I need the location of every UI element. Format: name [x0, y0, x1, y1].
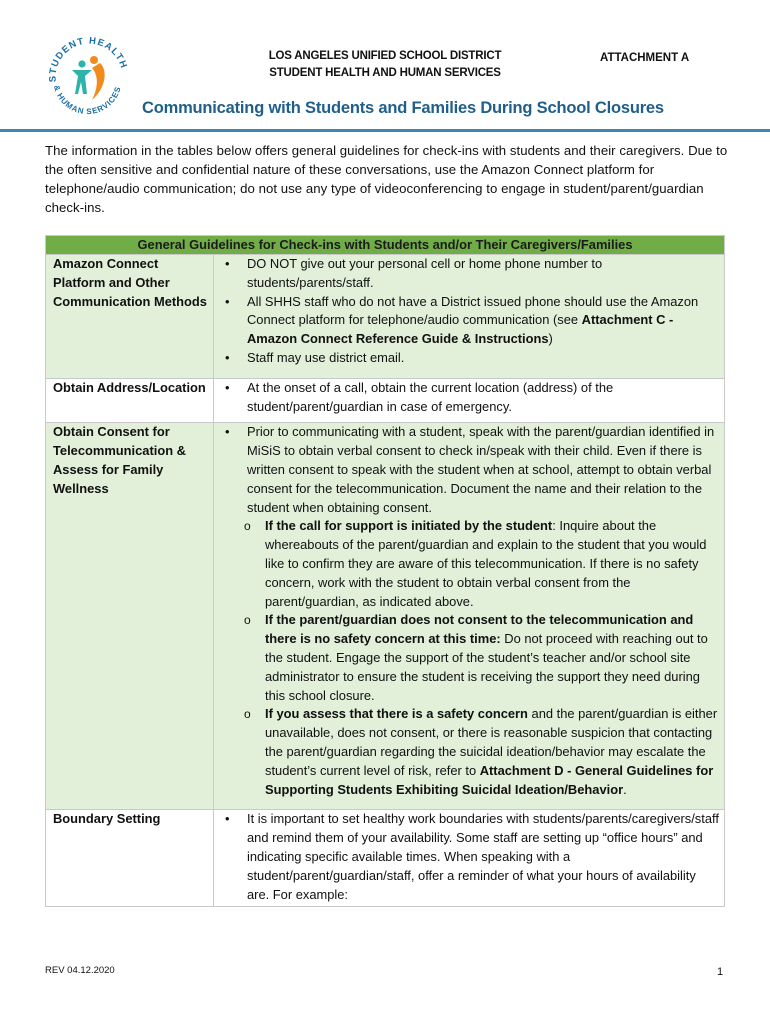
attachment-c-reference: Attachment C - Amazon Connect Reference Guide & Instructions [247, 312, 674, 347]
svg-text:STUDENT HEALTH [48, 35, 130, 82]
bullet-text: ) [548, 331, 553, 347]
logo-arc-text: STUDENT HEALTH [47, 35, 130, 83]
sub-bullet-text: : Inquire about the whereabouts of the parent/guardian and explain to the student that you would like to confirm they are aware of this telecommunication. If there is no safety concern, work with the student to obtain verbal consent from the parent/guardian, as indicated above. [265, 518, 707, 609]
table-row [46, 378, 725, 423]
sub-bullet-text: . [623, 781, 627, 797]
bullet-item [220, 293, 720, 349]
intro-paragraph: The information in the tables below offers general guidelines for check-ins with students and their caregivers. Due to the often sensitive and confidential nature of these conversations, use the Amazon Connect platform for telephone/audio communication; do not use any type of videoconferencing to engage in student/parent/guardian check-ins. [45, 143, 728, 215]
shhs-logo [42, 30, 134, 122]
row-content [214, 423, 725, 810]
bullet-item: • DO NOT give out your personal cell or home phone number to students/parents/staff. [220, 255, 720, 293]
logo-arc-text-2: & HUMAN SERVICES [51, 84, 123, 117]
bullet-text: All SHHS staff who do not have a District issued phone should use the Amazon Connect platform for telephone/audio communication (see [247, 293, 699, 328]
row-label: Obtain Consent for Telecommunication & Assess for Family Wellness [46, 423, 214, 810]
page-number: 1 [717, 966, 724, 978]
row-content [214, 810, 725, 907]
sub-bullet-item [220, 517, 720, 611]
table-row [46, 810, 725, 907]
table-row [46, 255, 725, 379]
guidelines-table [45, 235, 725, 907]
attachment-d-reference: Attachment D - General Guidelines for Supporting Students Exhibiting Suicidal Ideation/Behavior [265, 762, 714, 797]
sub-bullet-heading: If the call for support is initiated by the student [265, 518, 553, 534]
document-title: Communicating with Students and Families During School Closures [142, 99, 664, 117]
attachment-label: ATTACHMENT A [600, 52, 690, 64]
sub-bullet-text: and the parent/guardian is either unavailable, does not consent, or there is reasonable suspicion that contacting the parent/guardian regarding the suicidal ideation/behavior may escalate the student’s current level of risk, refer to [265, 706, 718, 778]
row-label: Obtain Address/Location [46, 378, 214, 423]
table-header: General Guidelines for Check-ins with Students and/or Their Caregivers/Families [46, 236, 725, 255]
row-label: Boundary Setting [46, 810, 214, 907]
revision-date: REV 04.12.2020 [45, 965, 115, 976]
bullet-text: Prior to communicating with a student, speak with the parent/guardian identified in MiSiS to obtain verbal consent to check in/speak with their child. Even if there is written consent to speak with the student when at school, attempt to obtain verbal consent for the telecommunication. Document the name and their relation to the student when obtaining consent. [247, 424, 715, 515]
bullet-item: • It is important to set healthy work boundaries with students/parents/caregivers/staff and remind them of your availability. Some staff are setting up “office hours” and indicating specific available times. When speaking with a student/parent/guardian/staff, offer a reminder of what your hours of availability are. For example: [220, 810, 720, 904]
header-rule [0, 129, 770, 132]
bullet-item: • Staff may use district email. [220, 349, 720, 368]
row-content [214, 255, 725, 379]
sub-bullet-text: Do not proceed with reaching out to the student. Engage the support of the student’s teacher and/or school site administrator to ensure the student is receiving the support they need during this school closure. [265, 631, 708, 703]
bullet-item [220, 423, 720, 799]
department-name: STUDENT HEALTH AND HUMAN SERVICES [269, 67, 501, 79]
sub-bullet-item [220, 705, 720, 799]
sub-bullet-item [220, 611, 720, 705]
sub-bullet-heading: If you assess that there is a safety concern [265, 706, 528, 722]
bullet-item: • At the onset of a call, obtain the current location (address) of the student/parent/guardian in case of emergency. [220, 379, 720, 417]
district-name: LOS ANGELES UNIFIED SCHOOL DISTRICT [268, 50, 502, 62]
svg-text:& HUMAN SERVICES [52, 84, 123, 116]
row-content [214, 378, 725, 423]
row-label: Amazon Connect Platform and Other Communication Methods [46, 255, 214, 379]
sub-bullet-heading: If the parent/guardian does not consent to the telecommunication and there is no safety concern at this time: [265, 612, 694, 647]
header-organization [215, 48, 555, 82]
table-row [46, 423, 725, 810]
